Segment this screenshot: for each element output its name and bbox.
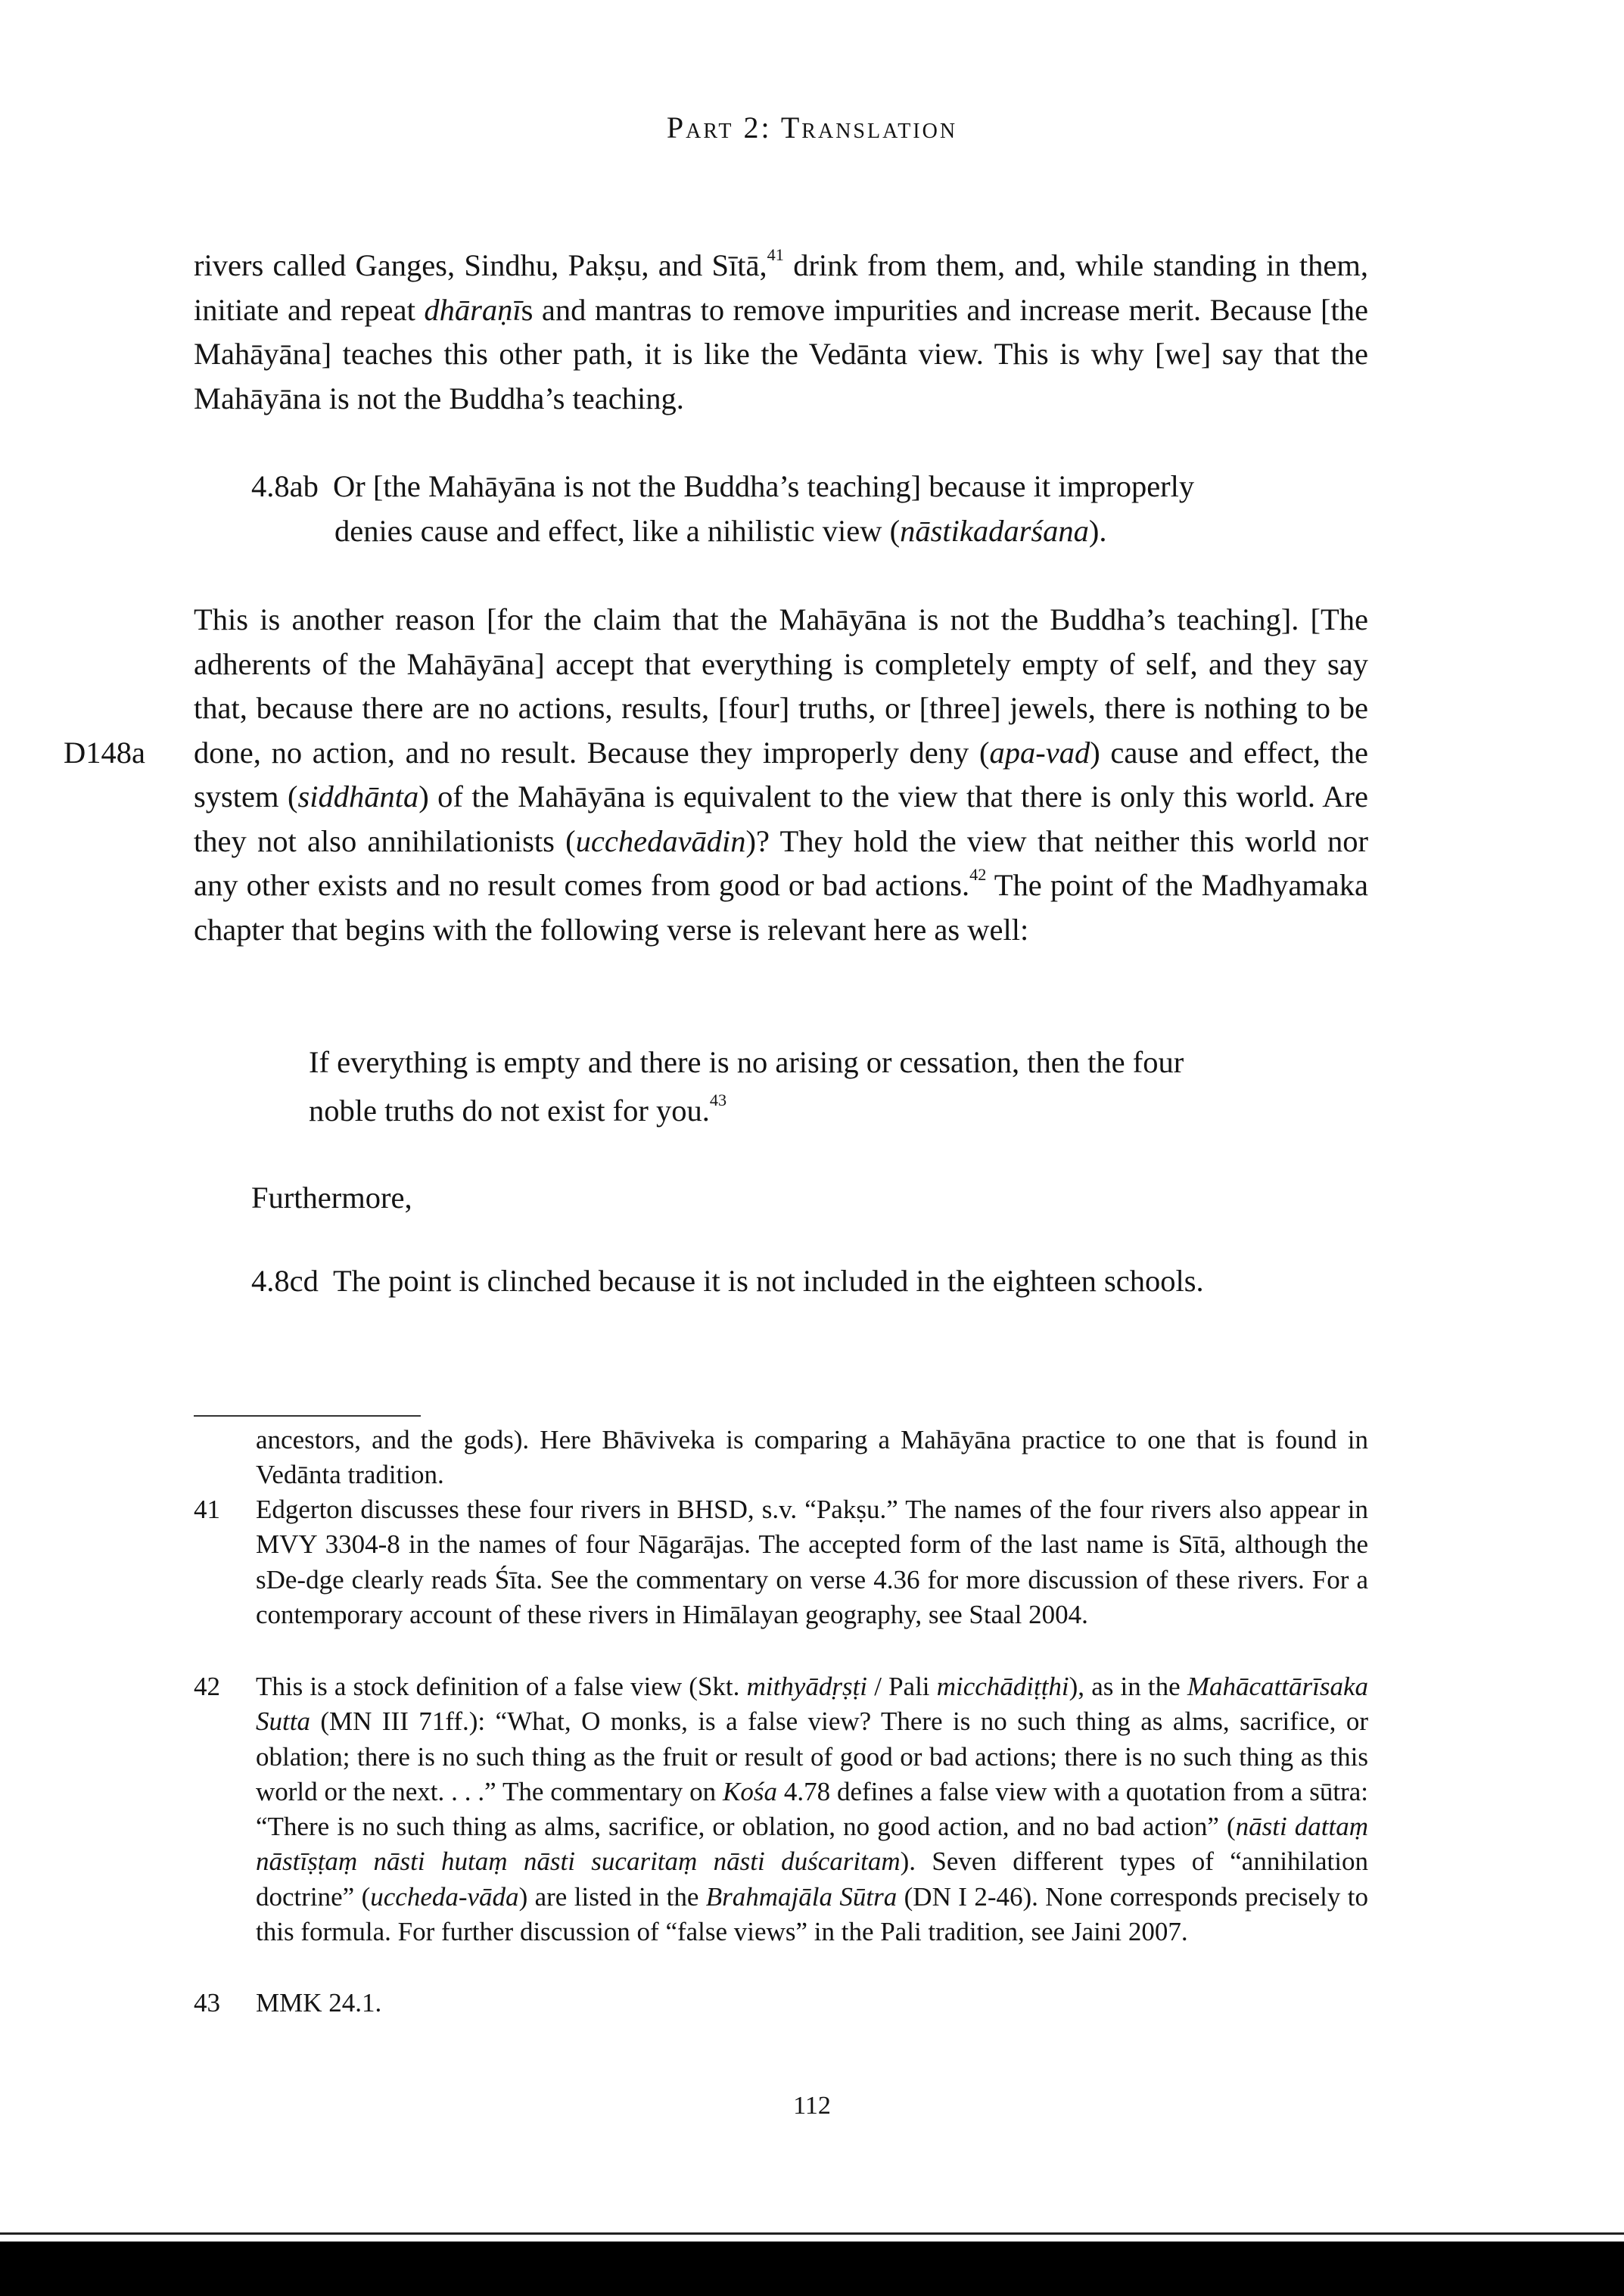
footnote-rule <box>194 1415 421 1417</box>
text: denies cause and effect, like a nihilistic view ( <box>334 513 901 548</box>
text: (DN I 2-46). None corresponds precisely to this formula. For further discussion of “false views” in the Pali tradition, see Jaini 2007. <box>256 1881 1368 1947</box>
text: / Pali <box>867 1672 937 1701</box>
footnote-number: 42 <box>194 1672 220 1701</box>
term-dharanis: dhāraṇī <box>424 292 521 327</box>
term-nastikadarsana: nāstikadarśana <box>900 513 1089 548</box>
running-head: Part 2: Translation <box>666 110 958 145</box>
footnote-text: Edgerton discusses these four rivers in BHSD, s.v. “Pakṣu.” The names of the four rivers also appear in MVY 3304-8 in the names of four Nāgarājas. The accepted form of the last name is Sītā, although the sDe-dge clearly reads Śīta. See the commentary on verse 4.36 for more discussion of these rivers. For a contemporary account of these rivers in Himālayan geography, see Staal 2004. <box>256 1495 1368 1629</box>
text: ) of the Mahāyāna is equivalent to the view that there is only this world. Are they not also annihilationists ( <box>194 779 1368 858</box>
term-apavad: apa-vad <box>989 735 1090 770</box>
verse-line: The point is clinched because it is not included in the eighteen schools. <box>333 1264 1204 1298</box>
quote-line: If everything is empty and there is no arising or cessation, then the four <box>309 1045 1184 1079</box>
verse-line-2 <box>251 509 1371 554</box>
term-ucchedavadin: ucchedavādin <box>575 823 746 858</box>
text: )? They hold the view that neither this world nor any other exists and no result comes from good or bad actions. <box>194 823 1368 902</box>
term: micchādiṭṭhi <box>936 1672 1069 1701</box>
footnote-text: ancestors, and the gods). Here Bhāviveka is comparing a Mahāyāna practice to one that is found in Vedānta tradition. <box>256 1425 1368 1490</box>
scan-edge-line <box>0 2232 1624 2235</box>
footnote-text <box>256 1669 1368 1949</box>
footnote-ref-41[interactable]: 41 <box>767 244 784 264</box>
text: noble truths do not exist for you. <box>309 1094 710 1128</box>
text: This is a stock definition of a false view (Skt. <box>256 1672 747 1701</box>
verse-number: 4.8ab <box>251 469 319 503</box>
term: nāsti dattaṃ nāstīṣṭaṃ nāsti hutaṃ nāsti sucaritaṃ nāsti duścaritam <box>256 1812 1368 1877</box>
paragraph-another-reason <box>194 598 1368 952</box>
footnote-text: MMK 24.1. <box>256 1988 382 2018</box>
text: drink from them, and, while standing in them, initiate and repeat <box>194 248 1369 327</box>
text: This is another reason [for the claim that the Mahāyāna is not the Buddha’s teaching]. [The adherents of the Mahāyāna] accept that everything is completely empty of self, and they say that, because there are no actions, results, [four] truths, or [three] jewels, there is nothing to be done, no action, and no result. Because they improperly deny ( <box>194 602 1368 770</box>
text: ). <box>1088 513 1107 548</box>
footnote-ref-43[interactable]: 43 <box>709 1090 727 1109</box>
footnote-42 <box>194 1669 1368 1949</box>
verse-number: 4.8cd <box>251 1264 319 1298</box>
text: 4.78 defines a false view with a quotation from a sūtra: “There is no such thing as alms, sacrifice, or oblation, no good action, and no bad action” ( <box>256 1776 1368 1842</box>
footnote-number: 41 <box>194 1495 220 1524</box>
term: uccheda-vāda <box>370 1881 519 1912</box>
title: Mahācattārīsaka Sutta <box>256 1672 1368 1737</box>
text: ), as in the <box>1069 1672 1187 1701</box>
paragraph-rivers <box>194 244 1368 421</box>
scan-edge-border <box>0 2242 1624 2296</box>
verse-4-8cd <box>251 1259 1371 1304</box>
title: Kośa <box>722 1776 777 1806</box>
title: Brahmajāla Sūtra <box>705 1881 898 1912</box>
text: rivers called Ganges, Sindhu, Pakṣu, and Sītā, <box>194 248 767 282</box>
furthermore: Furthermore, <box>251 1181 412 1215</box>
text: ) cause and effect, the system ( <box>194 735 1368 814</box>
margin-page-reference: D148a <box>64 736 145 770</box>
text: The point of the Madhyamaka chapter that begins with the following verse is relevant here as well: <box>194 868 1368 947</box>
verse-4-8ab <box>251 465 1371 553</box>
term-siddhanta: siddhānta <box>297 779 419 814</box>
footnote-ref-42[interactable]: 42 <box>969 864 987 884</box>
page-number: 112 <box>793 2092 831 2120</box>
text: (MN III 71ff.): “What, O monks, is a false view? There is no such thing as alms, sacrifice, or oblation; there is no such thing as the fruit or result of good or bad actions; there is no such thing as this world or the next. . . .” The commentary on <box>256 1706 1368 1806</box>
footnote-43 <box>194 1986 1368 2021</box>
text: s and mantras to remove impurities and increase merit. Because [the Mahāyāna] teaches this other path, it is like the Vedānta view. This is why [we] say that the Mahāyāna is not the Buddha’s teaching. <box>194 292 1368 415</box>
verse-line: Or [the Mahāyāna is not the Buddha’s teaching] because it improperly <box>333 469 1195 503</box>
text: ) are listed in the <box>518 1881 706 1912</box>
text: ). Seven different types of “annihilation doctrine” ( <box>256 1846 1368 1912</box>
term: mithyādṛṣṭi <box>746 1672 868 1701</box>
footnote-continuation <box>194 1423 1368 1493</box>
quote-line-2 <box>309 1087 1315 1135</box>
footnote-number: 43 <box>194 1988 220 2018</box>
footnote-41 <box>194 1492 1368 1632</box>
block-quote <box>309 1038 1315 1135</box>
